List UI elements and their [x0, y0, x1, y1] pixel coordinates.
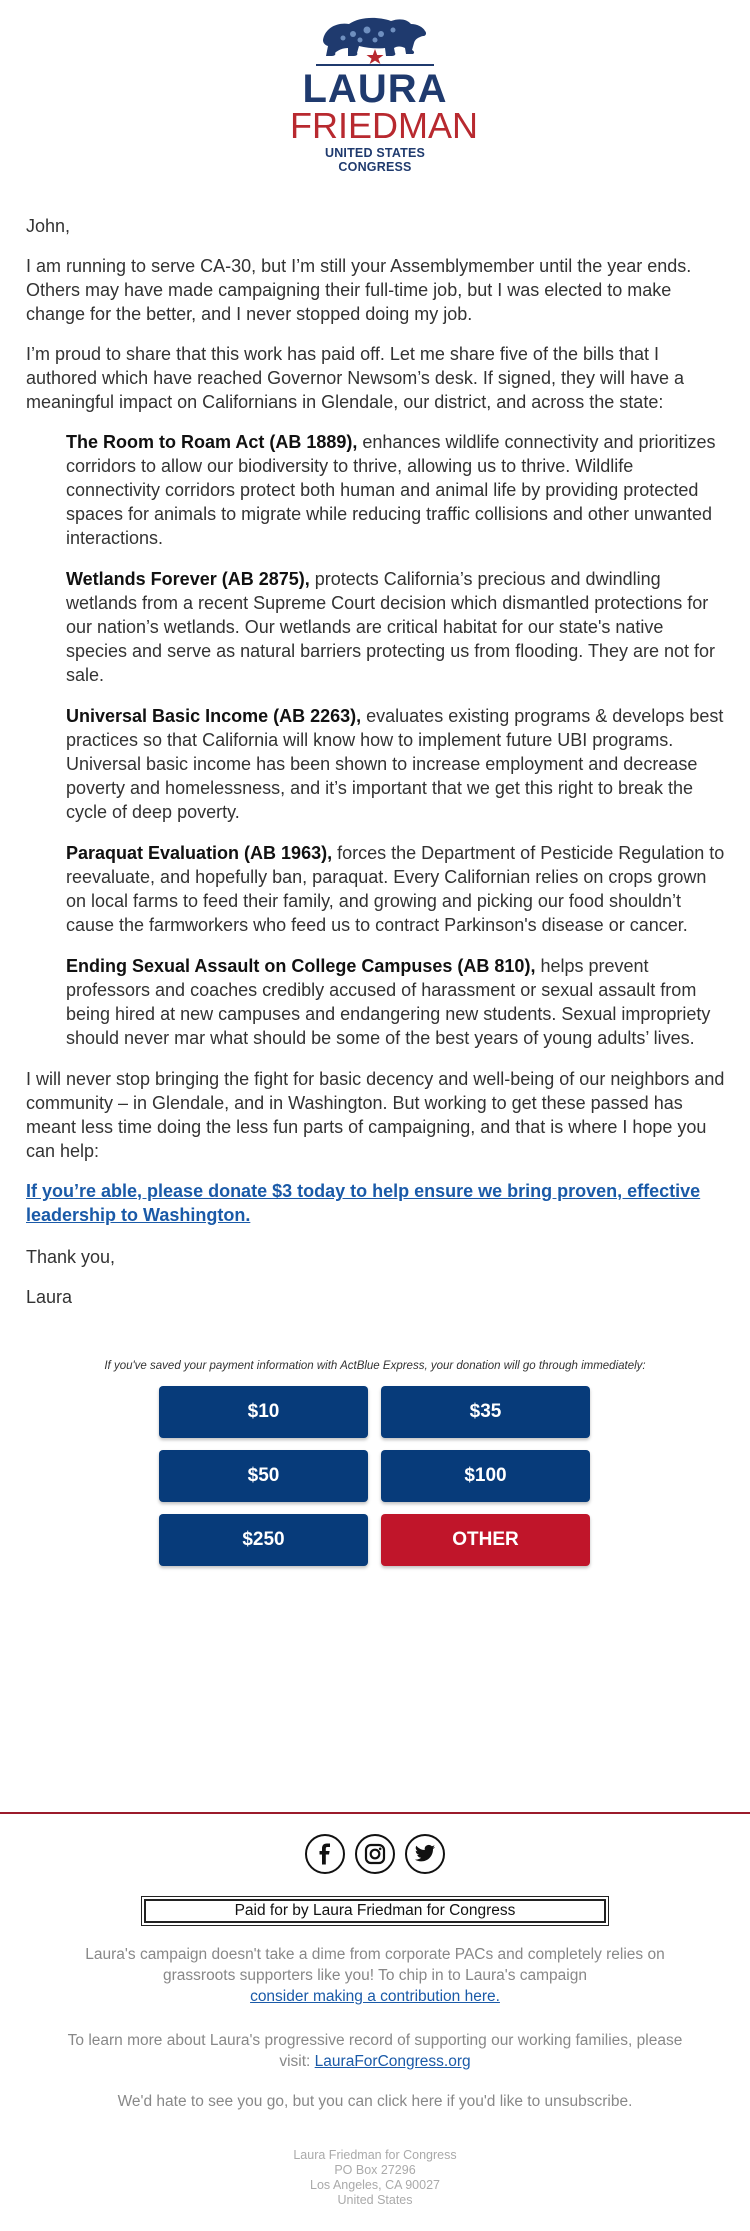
bill-wetlands-forever: [66, 567, 726, 687]
logo-first-name: LAURA: [302, 67, 448, 111]
facebook-icon[interactable]: [305, 1834, 345, 1874]
instagram-icon[interactable]: [355, 1834, 395, 1874]
donate-10-button[interactable]: $10: [159, 1386, 368, 1438]
bill-text: protects California’s precious and dwindling wetlands from a recent Supreme Court decision which dismantled protections for our nation’s wetlands. Our wetlands are critical habitat for our state's native species and serve as natural barriers protecting us from flooding. They are not for sale.: [66, 569, 716, 685]
bill-ending-sexual-assault: [66, 954, 726, 1050]
paragraph-call-to-action: I will never stop bringing the fight for basic decency and well-being of our neighbors and community – in Glendale, and in Washington. But working to get these passed has meant less time doing the less fun parts of campaigning, and that is where I hope you can help:: [26, 1069, 725, 1161]
address-line: Laura Friedman for Congress: [293, 2148, 457, 2162]
bear-star-icon: [315, 12, 435, 64]
signature: Laura: [26, 1287, 73, 1307]
bill-title: Paraquat Evaluation (AB 1963),: [66, 843, 333, 863]
footer-divider: [0, 1812, 750, 1814]
bill-title: The Room to Roam Act (AB 1889),: [66, 432, 358, 452]
donate-link[interactable]: If you’re able, please donate $3 today to help ensure we bring proven, effective leadership to Washington.: [26, 1181, 701, 1225]
actblue-note: If you've saved your payment information with ActBlue Express, your donation will go through immediately:: [104, 1360, 646, 1372]
pac-text: Laura's campaign doesn't take a dime from corporate PACs and completely relies on grassroots supporters like you! To chip in to Laura's campaign: [85, 1946, 665, 1984]
learn-more-text: To learn more about Laura's progressive record of supporting our working families, please visit:: [67, 2032, 683, 2070]
twitter-icon[interactable]: [405, 1834, 445, 1874]
bill-text: helps prevent professors and coaches credibly accused of harassment or sexual assault from being hired at new campuses and endangering new students. Sexual impropriety should never mar what should be some of the best years of young adults’ lives.: [66, 956, 711, 1048]
unsubscribe-text[interactable]: We'd hate to see you go, but you can click here if you'd like to unsubscribe.: [117, 2093, 633, 2110]
contribution-link[interactable]: consider making a contribution here.: [250, 1988, 500, 2005]
bill-universal-basic-income: [66, 704, 726, 824]
pac-text-block: [60, 1944, 690, 2007]
donate-other-button[interactable]: OTHER: [381, 1514, 590, 1566]
bill-text: evaluates existing programs & develops best practices so that California will know how to implement future UBI programs. Universal basic income has been shown to increase employment and decrease poverty and homelessness, and it’s important that we get this right to break the cycle of deep poverty.: [66, 706, 724, 822]
paragraph-intro: I am running to serve CA-30, but I’m still your Assemblymember until the year ends. Others may have made campaigning their full-time job, but I was elected to make change for the better, and I never stopped doing my job.: [26, 256, 692, 324]
donate-250-button[interactable]: $250: [159, 1514, 368, 1566]
thanks: Thank you,: [26, 1247, 116, 1267]
bill-text: forces the Department of Pesticide Regulation to reevaluate, and hopefully ban, paraquat. Every Californian relies on crops grown on local farms to feed their family, and growing and picking our food shouldn’t cause the farmworkers who feed us to contract Parkinson's disease or cancer.: [66, 843, 725, 935]
header: [0, 0, 750, 190]
greeting: John,: [26, 216, 71, 236]
logo-subtitle: UNITED STATES CONGRESS: [324, 146, 426, 174]
email-body: [26, 214, 726, 1325]
logo-last-name: FRIEDMAN: [290, 105, 478, 146]
address-line: Los Angeles, CA 90027: [310, 2178, 440, 2192]
donate-100-button[interactable]: $100: [381, 1450, 590, 1502]
donate-50-button[interactable]: $50: [159, 1450, 368, 1502]
bill-title: Wetlands Forever (AB 2875),: [66, 569, 310, 589]
website-link[interactable]: LauraForCongress.org: [314, 2053, 471, 2070]
donate-35-button[interactable]: $35: [381, 1386, 590, 1438]
mailing-address: [0, 2148, 750, 2208]
paragraph-bills-intro: I’m proud to share that this work has paid off. Let me share five of the bills that I authored which have reached Governor Newsom’s desk. If signed, they will have a meaningful impact on Californians in Glendale, our district, and across the state:: [26, 344, 685, 412]
bill-text: enhances wildlife connectivity and prioritizes corridors to allow our biodiversity to thrive, allowing us to thrive. Wildlife connectivity corridors protect both human and animal life by providing protected spaces for animals to migrate while reducing traffic collisions and other unwanted interactions.: [66, 432, 716, 548]
bill-title: Universal Basic Income (AB 2263),: [66, 706, 362, 726]
campaign-logo[interactable]: [290, 12, 478, 174]
bill-title: Ending Sexual Assault on College Campuses (AB 810),: [66, 956, 536, 976]
address-line: PO Box 27296: [334, 2163, 416, 2177]
address-line: United States: [337, 2193, 413, 2207]
bill-paraquat-evaluation: [66, 841, 726, 937]
learn-more-block: [60, 2030, 690, 2072]
bill-room-to-roam: [66, 430, 726, 550]
paid-for-disclaimer: Paid for by Laura Friedman for Congress: [144, 1899, 606, 1923]
